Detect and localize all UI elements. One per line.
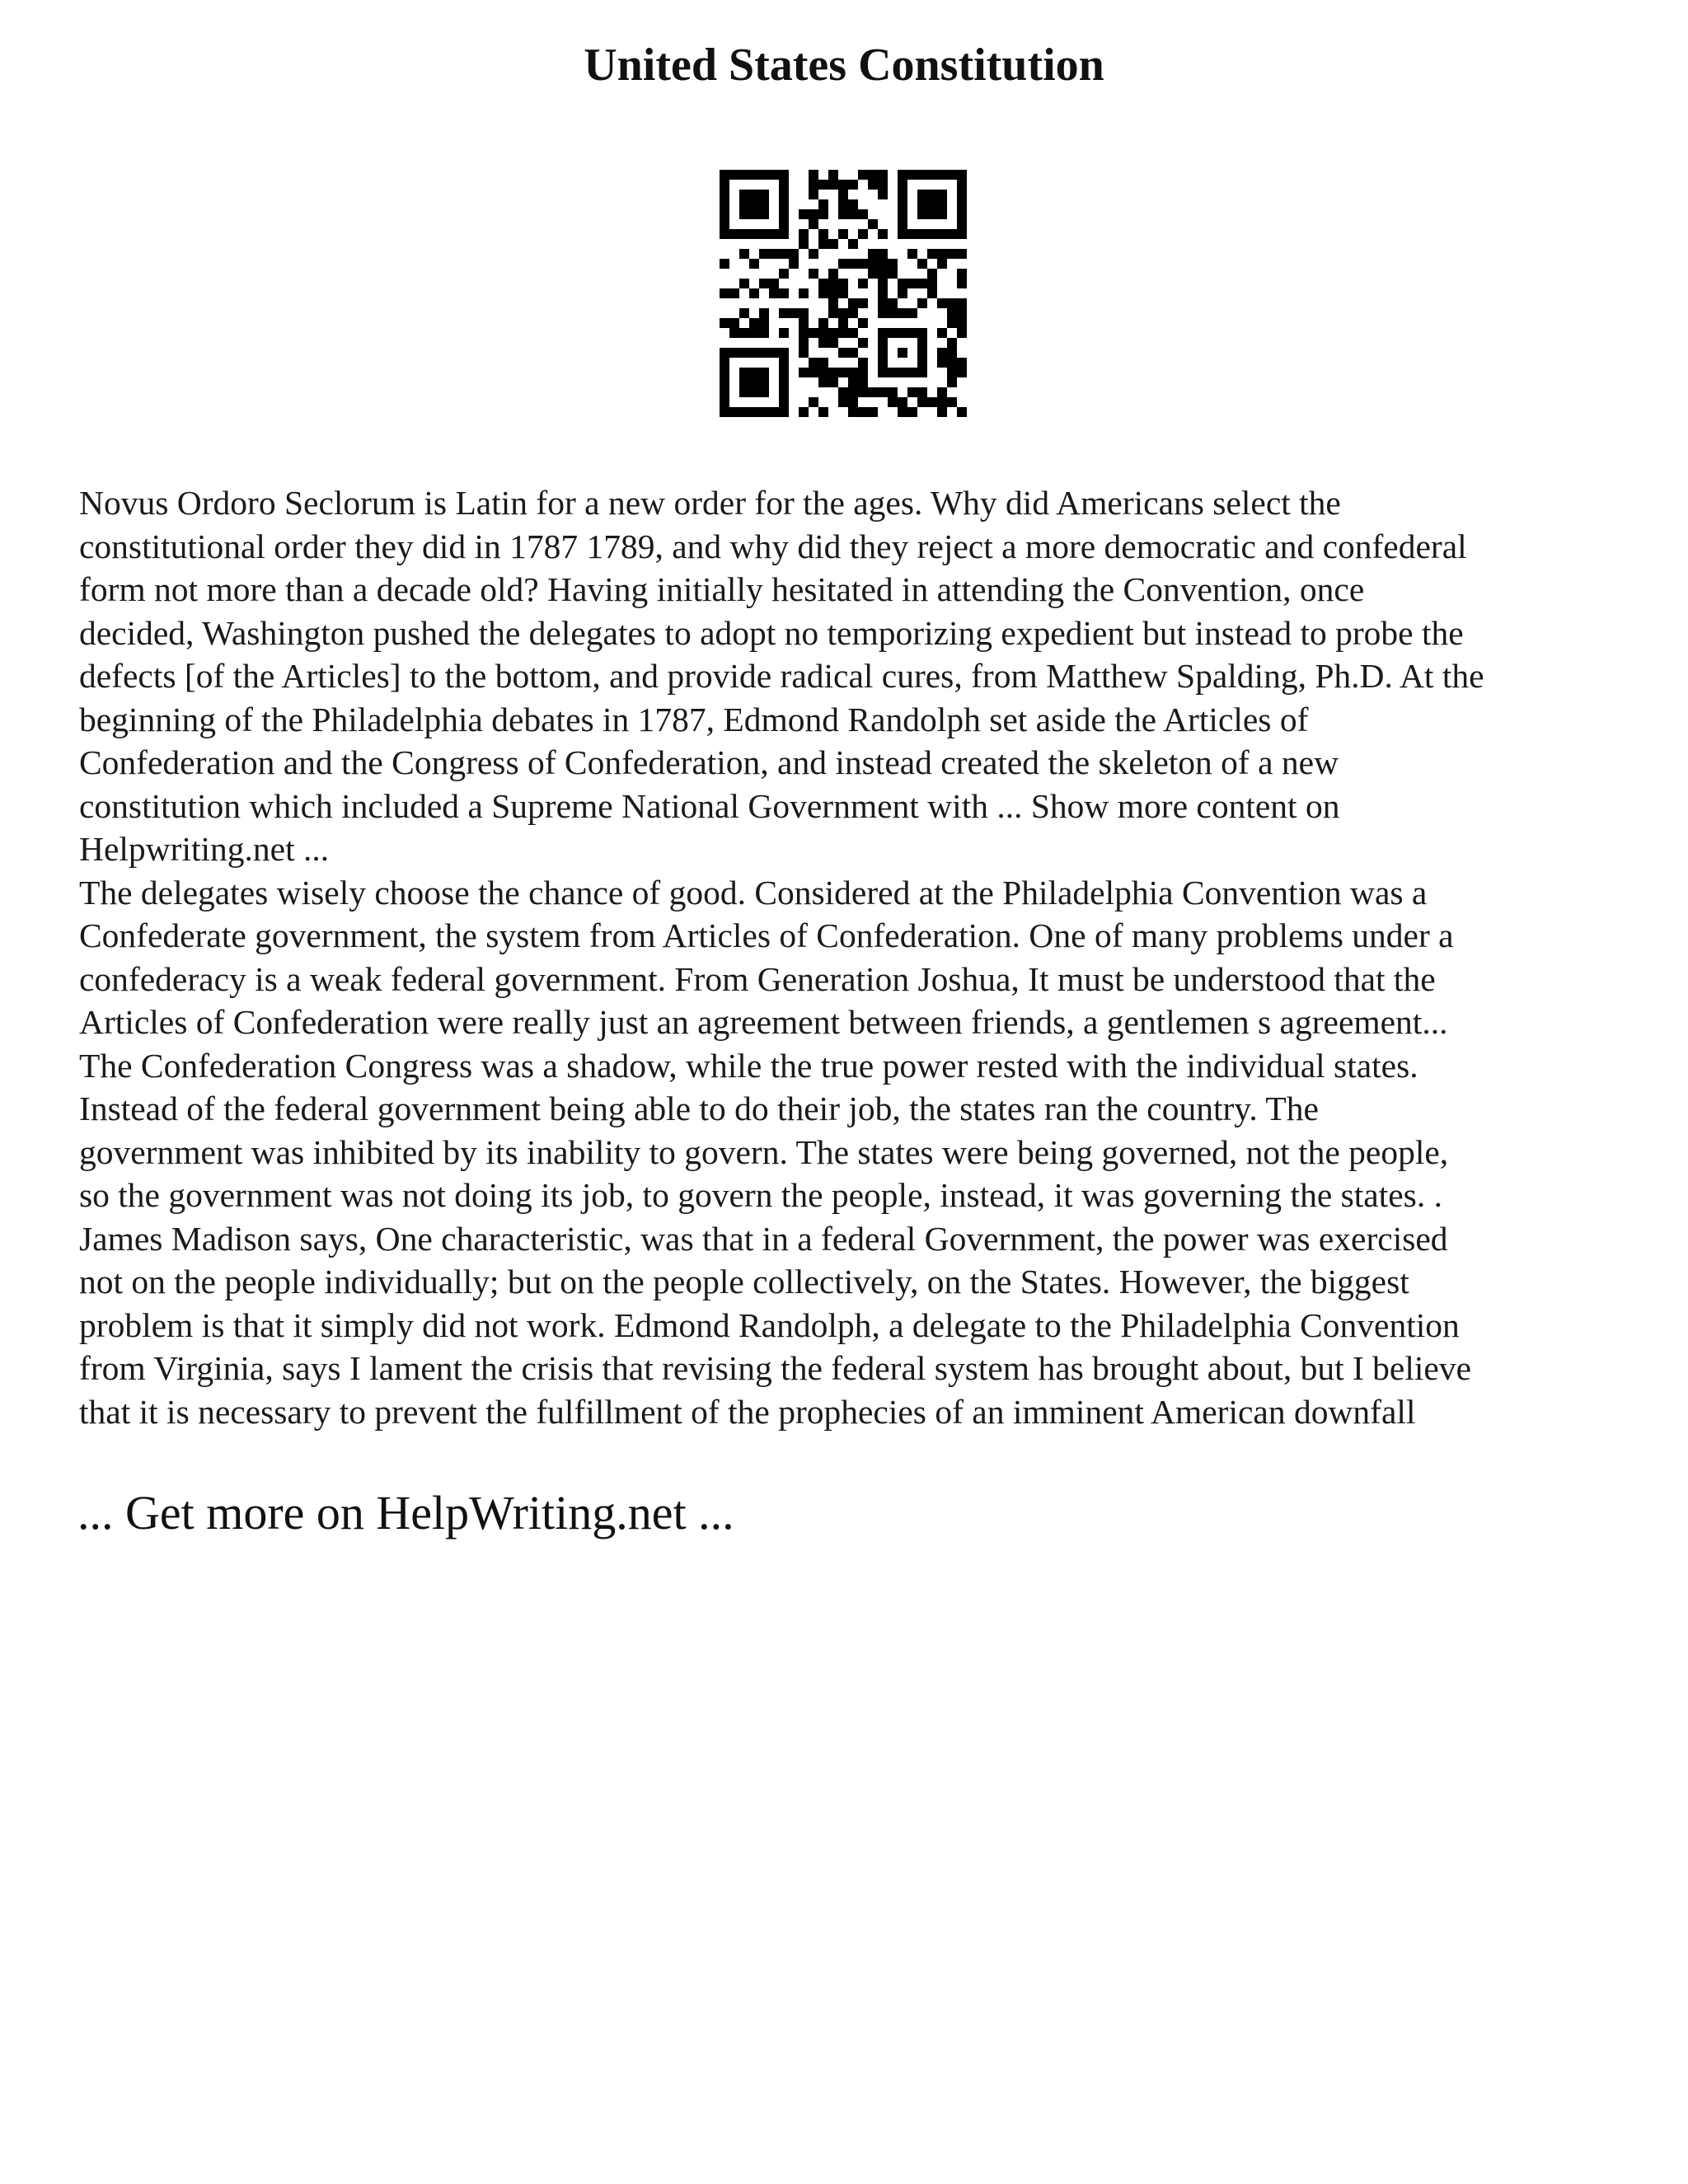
qr-module	[779, 249, 789, 259]
qr-module	[848, 199, 858, 209]
qr-module	[957, 318, 967, 328]
qr-module	[779, 288, 789, 298]
qr-module	[937, 358, 947, 368]
qr-module	[898, 407, 907, 417]
qr-module	[779, 328, 789, 338]
qr-module	[828, 288, 838, 298]
qr-module	[907, 308, 917, 318]
qr-module	[838, 288, 848, 298]
text-line: constitution which included a Supreme National Government with ... Show more content on	[79, 786, 1340, 825]
qr-module	[858, 358, 868, 368]
qr-module	[937, 298, 947, 308]
qr-module	[799, 308, 809, 318]
qr-module	[888, 308, 898, 318]
qr-module	[947, 397, 957, 407]
qr-module	[799, 288, 809, 298]
qr-module	[838, 209, 848, 219]
qr-module	[749, 328, 759, 338]
qr-module	[809, 269, 818, 279]
qr-module	[809, 249, 818, 259]
qr-module	[947, 318, 957, 328]
qr-module	[858, 318, 868, 328]
qr-module	[749, 259, 759, 269]
qr-module	[828, 338, 838, 348]
qr-module	[818, 318, 828, 328]
qr-module	[957, 407, 967, 417]
qr-module	[947, 368, 957, 377]
qr-module	[957, 279, 967, 288]
qr-module	[878, 180, 888, 190]
text-line: The Confederation Congress was a shadow, while the true power rested with the individual states.	[79, 1046, 1418, 1085]
qr-module	[789, 259, 799, 269]
qr-module	[888, 397, 898, 407]
qr-module	[957, 249, 967, 259]
qr-module	[720, 259, 729, 269]
qr-module	[769, 279, 779, 288]
qr-module	[729, 288, 739, 298]
qr-module	[947, 308, 957, 318]
qr-module	[818, 288, 828, 298]
qr-module	[947, 249, 957, 259]
qr-module	[947, 377, 957, 387]
qr-module	[858, 338, 868, 348]
qr-module	[878, 249, 888, 259]
qr-module	[957, 269, 967, 279]
qr-module	[878, 190, 888, 199]
paragraph-1	[79, 481, 1629, 871]
text-line: Confederation and the Congress of Confederation, and instead created the skeleton of a new	[79, 743, 1339, 781]
qr-module	[917, 397, 927, 407]
qr-module	[809, 397, 818, 407]
qr-module	[898, 288, 907, 298]
qr-module	[848, 377, 858, 387]
qr-module	[838, 229, 848, 239]
qr-module	[907, 249, 917, 259]
text-line: confederacy is a weak federal government. From Generation Joshua, It must be understood that the	[79, 959, 1436, 998]
qr-module	[927, 249, 937, 259]
text-line: Novus Ordoro Seclorum is Latin for a new order for the ages. Why did Americans select the	[79, 484, 1341, 522]
qr-module	[917, 259, 927, 269]
qr-module	[868, 259, 878, 269]
qr-module	[828, 239, 838, 249]
qr-module	[789, 308, 799, 318]
qr-module	[878, 298, 888, 308]
qr-module	[957, 298, 967, 308]
qr-module	[828, 170, 838, 180]
qr-module	[799, 209, 809, 219]
qr-module	[888, 259, 898, 269]
qr-module	[739, 279, 749, 288]
qr-module	[907, 279, 917, 288]
qr-module	[947, 298, 957, 308]
qr-module	[799, 407, 809, 417]
qr-module	[720, 288, 729, 298]
qr-module	[898, 397, 907, 407]
qr-module	[957, 358, 967, 368]
qr-module	[927, 279, 937, 288]
qr-module	[848, 348, 858, 358]
qr-module	[838, 199, 848, 209]
qr-finder-top-right	[898, 170, 967, 239]
qr-module	[947, 358, 957, 368]
text-line: so the government was not doing its job, to govern the people, instead, it was governing the states. .	[79, 1176, 1442, 1214]
qr-module	[818, 279, 828, 288]
qr-module	[937, 348, 947, 358]
qr-module	[838, 397, 848, 407]
qr-module	[898, 279, 907, 288]
qr-module	[878, 229, 888, 239]
qr-module	[858, 368, 868, 377]
page-title: United States Constitution	[584, 40, 1104, 91]
qr-module	[937, 407, 947, 417]
qr-module	[937, 387, 947, 397]
qr-module	[818, 358, 828, 368]
qr-module	[927, 288, 937, 298]
qr-module	[809, 219, 818, 229]
text-line: beginning of the Philadelphia debates in 1787, Edmond Randolph set aside the Articles of	[79, 700, 1309, 738]
qr-module	[759, 318, 769, 328]
qr-module	[828, 377, 838, 387]
qr-module	[848, 239, 858, 249]
qr-module	[868, 407, 878, 417]
qr-module	[818, 239, 828, 249]
qr-module	[927, 397, 937, 407]
qr-module	[858, 298, 868, 308]
qr-module	[828, 328, 838, 338]
article-body	[79, 481, 1629, 1433]
qr-module	[818, 377, 828, 387]
text-line: Confederate government, the system from Articles of Confederation. One of many problems under a	[79, 916, 1454, 954]
qr-module	[937, 397, 947, 407]
qr-module	[838, 328, 848, 338]
qr-module	[799, 368, 809, 377]
qr-module	[818, 338, 828, 348]
qr-module	[848, 368, 858, 377]
qr-module	[848, 259, 858, 269]
text-line: defects [of the Articles] to the bottom, and provide radical cures, from Matthew Spalding, Ph.D. At the	[79, 657, 1484, 695]
qr-module	[729, 328, 739, 338]
qr-module	[838, 348, 848, 358]
qr-module	[769, 249, 779, 259]
qr-module	[858, 229, 868, 239]
qr-module	[809, 190, 818, 199]
qr-module	[809, 358, 818, 368]
qr-module	[858, 209, 868, 219]
qr-module	[828, 269, 838, 279]
qr-module	[828, 298, 838, 308]
qr-module	[878, 170, 888, 180]
qr-code-icon	[720, 170, 967, 417]
qr-module	[957, 308, 967, 318]
qr-module	[868, 387, 878, 397]
text-line: The delegates wisely choose the chance of good. Considered at the Philadelphia Convention was a	[79, 873, 1428, 912]
qr-module	[720, 318, 729, 328]
qr-module	[858, 259, 868, 269]
qr-module	[759, 328, 769, 338]
qr-module	[957, 368, 967, 377]
qr-module	[759, 308, 769, 318]
qr-finder-bottom-left	[720, 348, 789, 417]
qr-module	[927, 269, 937, 279]
qr-module	[858, 387, 868, 397]
qr-module	[828, 368, 838, 377]
qr-module	[858, 170, 868, 180]
qr-module	[947, 348, 957, 358]
qr-module	[818, 209, 828, 219]
text-line: that it is necessary to prevent the fulfillment of the prophecies of an imminent American downfall	[79, 1392, 1416, 1431]
qr-module	[799, 239, 809, 249]
qr-module	[799, 348, 809, 358]
text-line: Helpwriting.net ...	[79, 830, 330, 868]
text-line: not on the people individually; but on the people collectively, on the States. However, the biggest	[79, 1263, 1409, 1301]
qr-module	[838, 279, 848, 288]
qr-module	[888, 298, 898, 308]
qr-module	[878, 387, 888, 397]
qr-module	[888, 387, 898, 397]
qr-module	[858, 407, 868, 417]
qr-module	[759, 279, 769, 288]
qr-module	[947, 338, 957, 348]
qr-module	[838, 368, 848, 377]
qr-module	[858, 377, 868, 387]
qr-module	[828, 279, 838, 288]
qr-module	[809, 368, 818, 377]
qr-module	[878, 308, 888, 318]
qr-module	[848, 180, 858, 190]
qr-module	[868, 180, 878, 190]
text-line: from Virginia, says I lament the crisis that revising the federal system has brought about, but I believe	[79, 1349, 1471, 1387]
qr-module	[868, 170, 878, 180]
qr-module	[828, 180, 838, 190]
qr-module	[917, 387, 927, 397]
qr-module	[809, 209, 818, 219]
qr-module	[799, 318, 809, 328]
qr-module	[868, 219, 878, 229]
text-line: constitutional order they did in 1787 1789, and why did they reject a more democratic and confederal	[79, 527, 1467, 565]
qr-module	[838, 180, 848, 190]
qr-finder-top-left	[720, 170, 789, 239]
qr-module	[848, 397, 858, 407]
qr-module	[779, 308, 789, 318]
qr-module	[838, 190, 848, 199]
qr-module	[848, 387, 858, 397]
qr-module	[828, 308, 838, 318]
qr-module	[848, 209, 858, 219]
paragraph-2	[79, 871, 1629, 1434]
qr-module	[799, 338, 809, 348]
qr-alignment	[878, 328, 927, 377]
qr-module	[848, 328, 858, 338]
qr-module	[739, 328, 749, 338]
qr-module	[868, 269, 878, 279]
text-line: Instead of the federal government being able to do their job, the states ran the country. The	[79, 1090, 1319, 1127]
qr-module	[907, 407, 917, 417]
qr-module	[917, 279, 927, 288]
qr-module	[809, 328, 818, 338]
qr-module	[818, 199, 828, 209]
text-line: government was inhibited by its inability to govern. The states were being governed, not the people,	[79, 1132, 1449, 1171]
qr-module	[888, 269, 898, 279]
qr-module	[818, 407, 828, 417]
qr-module	[838, 318, 848, 328]
qr-module	[878, 269, 888, 279]
qr-module	[898, 308, 907, 318]
text-line: Articles of Confederation were really just an agreement between friends, a gentlemen s agreement...	[79, 1003, 1448, 1041]
text-line: problem is that it simply did not work. Edmond Randolph, a delegate to the Philadelphia Convention	[79, 1305, 1460, 1344]
qr-module	[838, 259, 848, 269]
qr-module	[769, 288, 779, 298]
qr-module	[907, 387, 917, 397]
text-line: decided, Washington pushed the delegates to adopt no temporizing expedient but instead to probe the	[79, 613, 1464, 652]
qr-module	[848, 407, 858, 417]
qr-module	[799, 328, 809, 338]
qr-module	[818, 368, 828, 377]
qr-module	[957, 328, 967, 338]
qr-module	[818, 180, 828, 190]
qr-module	[818, 229, 828, 239]
qr-module	[878, 279, 888, 288]
text-line: form not more than a decade old? Having initially hesitated in attending the Convention, once	[79, 570, 1365, 608]
qr-module	[838, 387, 848, 397]
qr-module	[799, 229, 809, 239]
qr-module	[729, 318, 739, 328]
qr-module	[749, 288, 759, 298]
qr-module	[848, 308, 858, 318]
qr-module	[838, 308, 848, 318]
qr-module	[858, 279, 868, 288]
qr-module	[937, 249, 947, 259]
qr-module	[809, 180, 818, 190]
qr-module	[818, 328, 828, 338]
qr-module	[759, 249, 769, 259]
qr-module	[789, 249, 799, 259]
qr-module	[937, 328, 947, 338]
qr-module	[779, 269, 789, 279]
qr-module	[739, 249, 749, 259]
qr-module	[937, 259, 947, 269]
qr-module	[848, 298, 858, 308]
qr-module	[868, 249, 878, 259]
text-line: James Madison says, One characteristic, was that in a federal Government, the power was exercised	[79, 1219, 1448, 1258]
qr-module	[878, 288, 888, 298]
qr-module	[739, 308, 749, 318]
qr-module	[878, 259, 888, 269]
get-more-link[interactable]: ... Get more on HelpWriting.net ...	[77, 1486, 734, 1540]
qr-module	[917, 298, 927, 308]
qr-module	[749, 318, 759, 328]
qr-module	[809, 170, 818, 180]
